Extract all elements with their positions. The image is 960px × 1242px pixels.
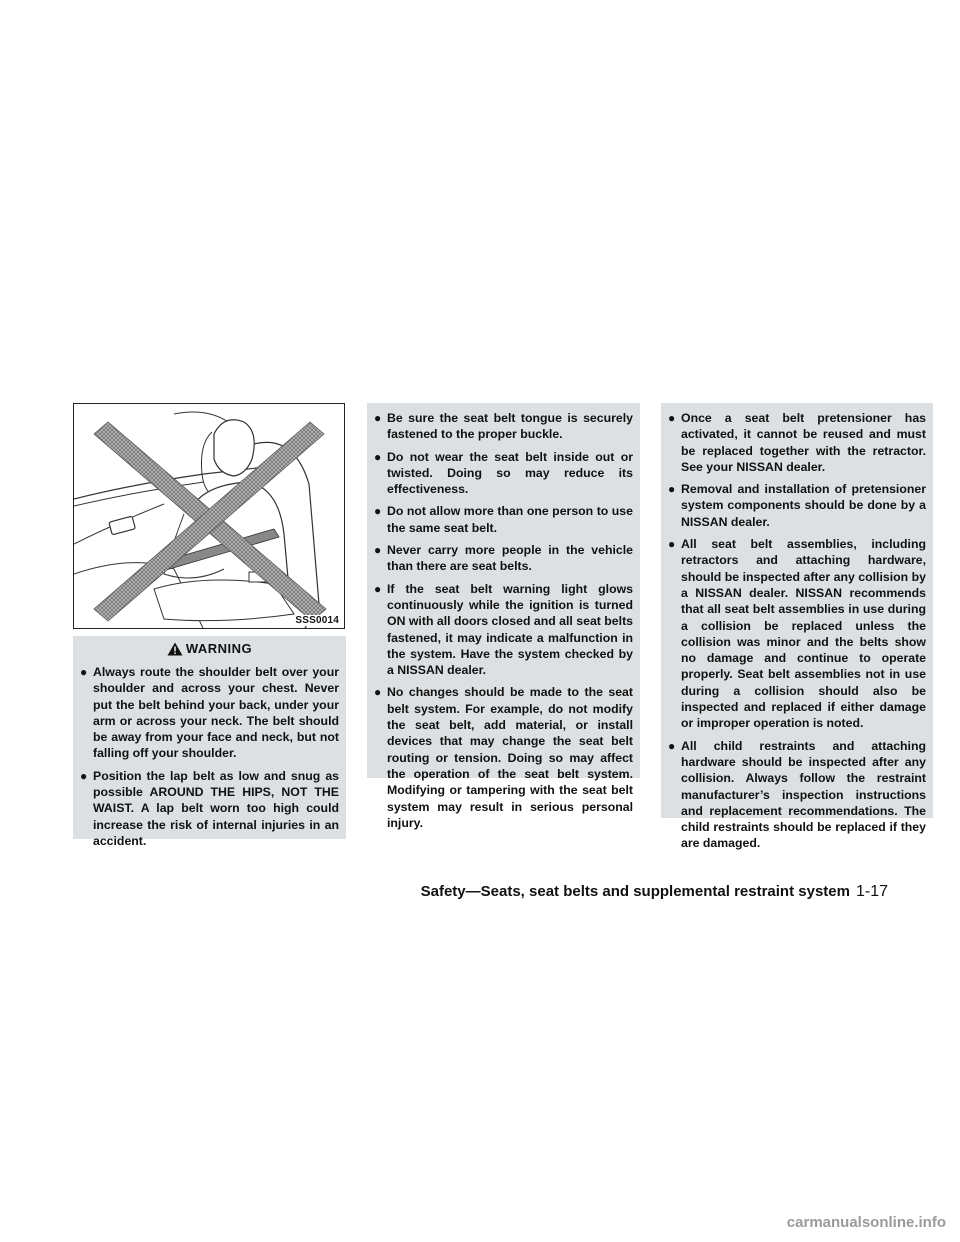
bullet-icon: ● xyxy=(374,581,382,596)
warning-item-text: If the seat belt warning light glows continuously while the ignition is turned ON with all doors closed and all seat belts fastened, it may indicate a malfunction in the system. Have the system checked by a NISSAN dealer. xyxy=(387,581,633,678)
warning-item-text: Do not allow more than one person to use the same seat belt. xyxy=(387,504,633,535)
page-number: 1-17 xyxy=(855,883,888,900)
bullet-icon: ● xyxy=(80,665,88,679)
bullet-icon: ● xyxy=(80,768,88,783)
bullet-icon: ● xyxy=(668,411,676,425)
bullet-icon: ● xyxy=(668,537,676,552)
warning-item-text: All child restraints and attaching hardware should be inspected after any collision. Always follow the restraint manufacturer’s inspection instructions and replacement recommendations. The child restraints should be replaced if they are damaged. xyxy=(681,738,926,851)
warning-item xyxy=(374,542,633,575)
warning-item-text: No changes should be made to the seat belt system. For example, do not modify the seat belt, add material, or install devices that may change the seat belt routing or tension. Doing so may affect the operation of the seat belt system. Modifying or tampering with the seat belt system may result in serious personal injury. xyxy=(387,685,633,830)
warning-box xyxy=(73,636,346,848)
warning-item xyxy=(374,449,633,498)
seat-belt-illustration xyxy=(73,403,345,629)
warning-item-text: Once a seat belt pretensioner has activated, it cannot be reused and must be replaced together with the retractor. See your NISSAN dealer. xyxy=(681,411,926,474)
bullet-icon: ● xyxy=(668,482,676,497)
warning-item-text: Do not wear the seat belt inside out or twisted. Doing so may reduce its effectiveness. xyxy=(387,449,633,497)
warning-triangle-icon xyxy=(167,642,183,656)
warning-item-text: All seat belt assemblies, including retractors and attaching hardware, should be inspected after any collision by a NISSAN dealer. NISSAN recommends that all seat belt assemblies in use during a collision be replaced unless the collision was minor and the belts show no damage and continue to operate properly. Seat belt assemblies not in use during a collision should also be inspected and replaced if either damage or improper operation is noted. xyxy=(681,537,926,731)
warning-item-text: Never carry more people in the vehicle than there are seat belts. xyxy=(387,543,633,574)
bullet-icon: ● xyxy=(374,411,382,425)
warning-item-text: Always route the shoulder belt over your shoulder and across your chest. Never put the belt behind your back, under your arm or across your neck. The belt should be away from your face and neck, but not falling off your shoulder. xyxy=(93,665,339,761)
warning-item xyxy=(668,410,926,475)
warning-item xyxy=(668,536,926,732)
bullet-icon: ● xyxy=(668,738,676,753)
bullet-icon: ● xyxy=(374,685,382,700)
warning-continued-column-2 xyxy=(367,403,640,830)
warning-item xyxy=(668,481,926,530)
warning-item-text: Removal and installation of pretensioner system components should be done by a NISSAN dealer. xyxy=(681,482,926,529)
page-footer xyxy=(0,883,960,905)
warning-heading xyxy=(80,640,339,658)
warning-title: WARNING xyxy=(185,640,253,656)
section-title: Safety—Seats, seat belts and supplemental restraint system xyxy=(420,883,850,900)
seat-belt-drawing xyxy=(74,404,345,629)
warning-item xyxy=(80,664,339,762)
warning-item xyxy=(374,581,633,679)
bullet-icon: ● xyxy=(374,543,382,558)
warning-item xyxy=(374,684,633,831)
watermark: carmanualsonline.info xyxy=(786,1214,946,1231)
footer-section xyxy=(421,883,888,901)
warning-item-text: Position the lap belt as low and snug as possible AROUND THE HIPS, NOT THE WAIST. A lap belt worn too high could increase the risk of internal injuries in an accident. xyxy=(93,768,339,848)
warning-item xyxy=(374,503,633,536)
warning-continued-column-3 xyxy=(661,403,933,851)
warning-item xyxy=(80,768,339,849)
bullet-icon: ● xyxy=(374,449,382,464)
warning-item xyxy=(668,738,926,852)
bullet-icon: ● xyxy=(374,504,382,519)
warning-item xyxy=(374,410,633,443)
warning-item-text: Be sure the seat belt tongue is securely fastened to the proper buckle. xyxy=(387,411,633,442)
figure-id: SSS0014 xyxy=(295,615,339,626)
